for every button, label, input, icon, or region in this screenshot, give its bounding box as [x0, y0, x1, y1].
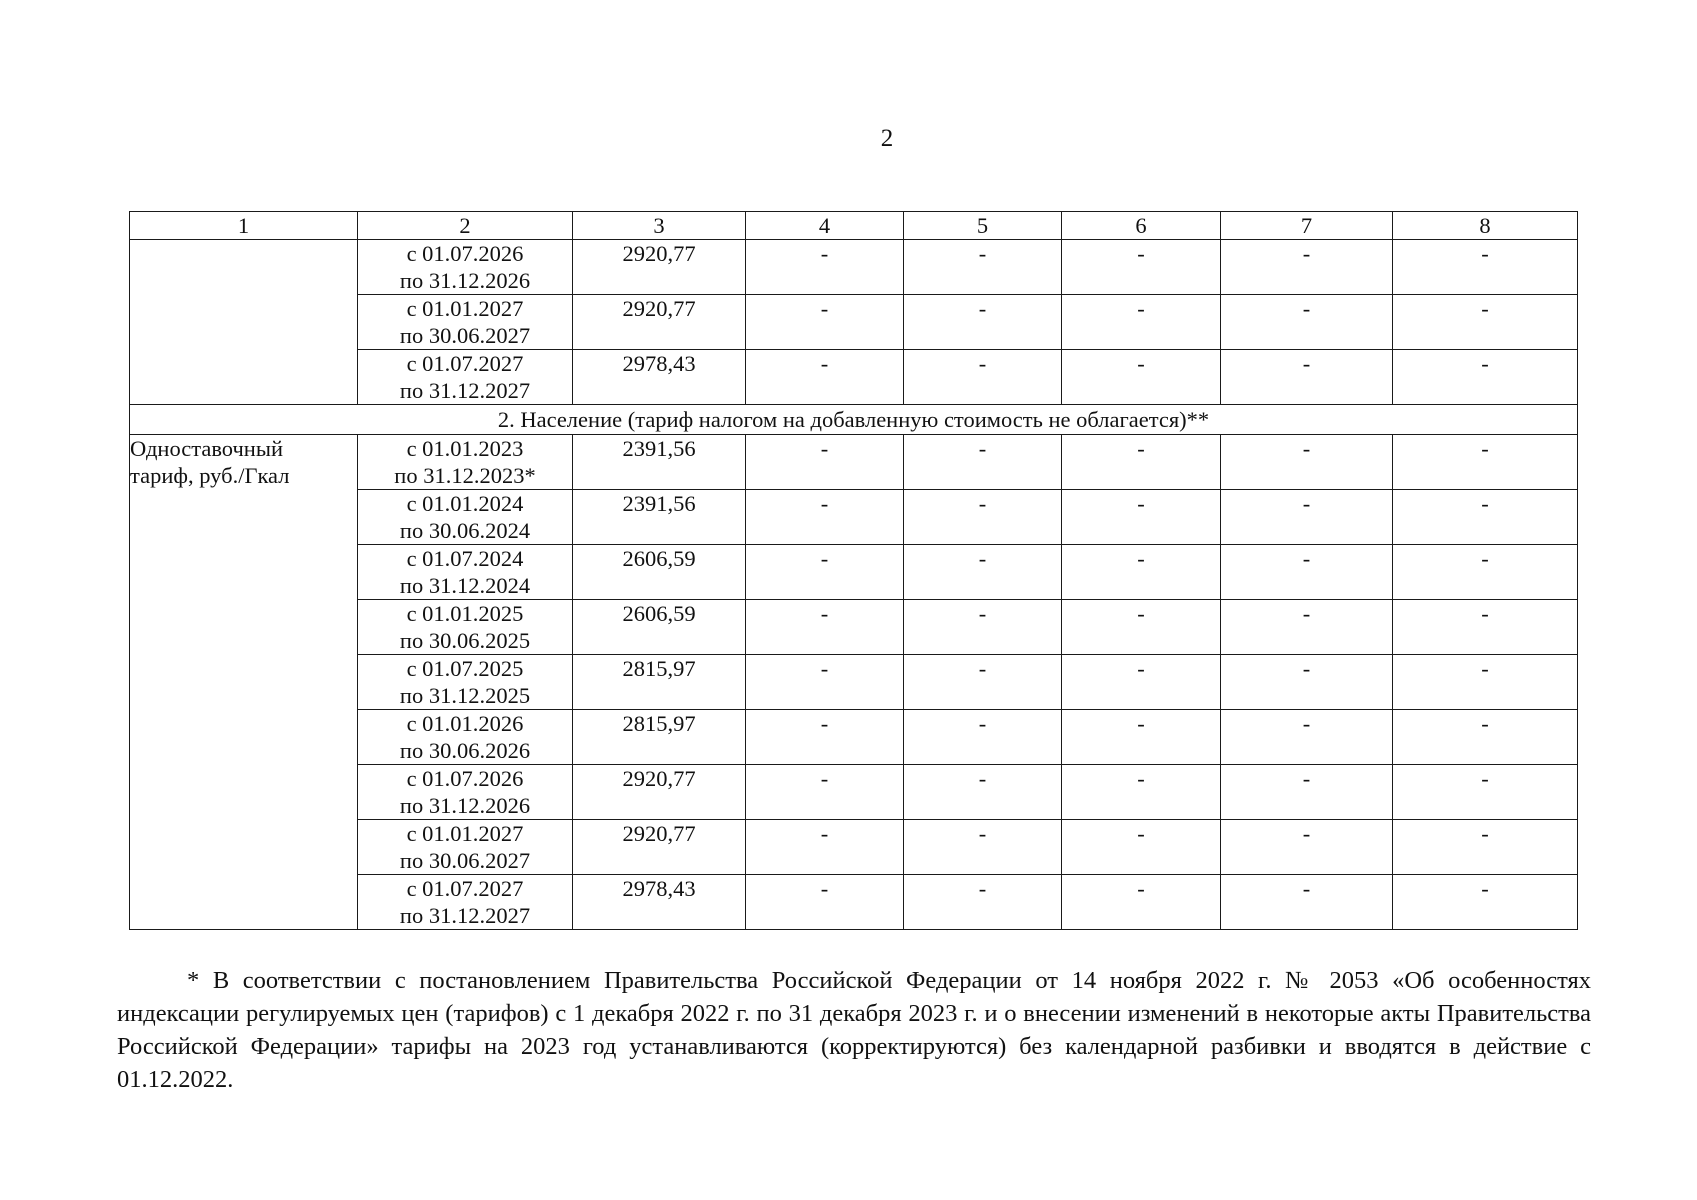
period-cell: [358, 710, 573, 765]
period-to: по 31.12.2027: [399, 378, 531, 403]
tariff-table: [129, 211, 1578, 930]
category-label-line: Одноставочный: [130, 436, 283, 461]
empty-value-cell: -: [1221, 655, 1393, 710]
column-number-row: [130, 212, 1578, 240]
tariff-value-cell: 2815,97: [573, 710, 746, 765]
period-to: по 30.06.2024: [399, 518, 531, 543]
section-row: [130, 405, 1578, 435]
category-cell: [130, 435, 358, 930]
period-to: по 31.12.2026: [399, 793, 531, 818]
empty-value-cell: -: [1221, 765, 1393, 820]
period-from: с 01.01.2025: [406, 601, 524, 626]
period-to: по 31.12.2026: [399, 268, 531, 293]
empty-value-cell: -: [1221, 710, 1393, 765]
page-number: 2: [880, 125, 894, 152]
empty-value-cell: -: [746, 710, 904, 765]
empty-value-cell: -: [1221, 240, 1393, 295]
empty-value-cell: -: [1062, 875, 1221, 930]
empty-value-cell: -: [1221, 350, 1393, 405]
period-from: с 01.07.2026: [406, 766, 524, 791]
empty-value-cell: -: [1393, 600, 1578, 655]
column-number-cell: 8: [1393, 212, 1578, 240]
empty-value-cell: -: [904, 240, 1062, 295]
empty-value-cell: -: [746, 820, 904, 875]
empty-value-cell: -: [1062, 655, 1221, 710]
empty-value-cell: -: [746, 655, 904, 710]
column-number-cell: 1: [130, 212, 358, 240]
empty-value-cell: -: [904, 545, 1062, 600]
empty-value-cell: -: [1062, 600, 1221, 655]
empty-value-cell: -: [1393, 350, 1578, 405]
tariff-value-cell: 2391,56: [573, 490, 746, 545]
tariff-value-cell: 2606,59: [573, 545, 746, 600]
table-row: [130, 435, 1578, 490]
empty-value-cell: -: [1221, 545, 1393, 600]
section-title: 2. Население (тариф налогом на добавленную стоимость не облагается)**: [130, 405, 1578, 435]
empty-value-cell: -: [746, 765, 904, 820]
empty-value-cell: -: [904, 435, 1062, 490]
empty-value-cell: -: [746, 350, 904, 405]
period-cell: [358, 295, 573, 350]
empty-value-cell: -: [746, 295, 904, 350]
empty-value-cell: -: [904, 655, 1062, 710]
period-from: с 01.07.2027: [406, 876, 524, 901]
empty-value-cell: -: [1221, 435, 1393, 490]
period-cell: [358, 655, 573, 710]
period-cell: [358, 435, 573, 490]
empty-value-cell: -: [1221, 490, 1393, 545]
empty-value-cell: -: [904, 765, 1062, 820]
tariff-value-cell: 2920,77: [573, 765, 746, 820]
empty-value-cell: -: [904, 820, 1062, 875]
footnote-text: * В соответствии с постановлением Правительства Российской Федерации от 14 ноября 2022 г. № 2053 «Об особенностях индексации регулируемых цен (тарифов) с 1 декабря 2022 г. по 31 декабря 2023 г. и о внесении изменений в некоторые акты Правительства Российской Федерации» тарифы на 2023 год устанавливаются (корректируются) без календарной разбивки и вводятся в действие с 01.12.2022.: [117, 967, 1591, 1093]
column-number-cell: 6: [1062, 212, 1221, 240]
tariff-value-cell: 2391,56: [573, 435, 746, 490]
period-cell: [358, 875, 573, 930]
period-cell: [358, 350, 573, 405]
empty-value-cell: -: [1393, 655, 1578, 710]
tariff-value-cell: 2815,97: [573, 655, 746, 710]
empty-value-cell: -: [1393, 875, 1578, 930]
empty-value-cell: -: [1062, 435, 1221, 490]
empty-value-cell: -: [746, 240, 904, 295]
period-to: по 31.12.2023*: [394, 463, 536, 488]
period-cell: [358, 765, 573, 820]
category-cell-continued: [130, 240, 358, 405]
empty-value-cell: -: [1221, 875, 1393, 930]
period-to: по 31.12.2027: [399, 903, 531, 928]
period-from: с 01.01.2027: [406, 821, 524, 846]
empty-value-cell: -: [1062, 545, 1221, 600]
category-label-line: тариф, руб./Гкал: [130, 463, 290, 488]
empty-value-cell: -: [1221, 600, 1393, 655]
period-from: с 01.01.2023: [406, 436, 524, 461]
period-to: по 31.12.2025: [399, 683, 531, 708]
empty-value-cell: -: [1062, 710, 1221, 765]
empty-value-cell: -: [1393, 490, 1578, 545]
empty-value-cell: -: [904, 350, 1062, 405]
empty-value-cell: -: [1393, 545, 1578, 600]
empty-value-cell: -: [904, 600, 1062, 655]
tariff-value-cell: 2920,77: [573, 295, 746, 350]
period-cell: [358, 545, 573, 600]
column-number-cell: 7: [1221, 212, 1393, 240]
empty-value-cell: -: [1062, 240, 1221, 295]
period-cell: [358, 600, 573, 655]
period-to: по 30.06.2027: [399, 323, 531, 348]
empty-value-cell: -: [904, 295, 1062, 350]
empty-value-cell: -: [904, 710, 1062, 765]
period-from: с 01.01.2026: [406, 711, 524, 736]
tariff-value-cell: 2920,77: [573, 820, 746, 875]
empty-value-cell: -: [746, 490, 904, 545]
tariff-value-cell: 2978,43: [573, 350, 746, 405]
table-row: [130, 240, 1578, 295]
period-cell: [358, 240, 573, 295]
column-number-cell: 4: [746, 212, 904, 240]
period-cell: [358, 490, 573, 545]
empty-value-cell: -: [746, 875, 904, 930]
empty-value-cell: -: [746, 600, 904, 655]
period-to: по 30.06.2026: [399, 738, 531, 763]
empty-value-cell: -: [1221, 820, 1393, 875]
period-to: по 30.06.2027: [399, 848, 531, 873]
footnote: [117, 964, 1591, 1096]
empty-value-cell: -: [1062, 820, 1221, 875]
period-from: с 01.07.2025: [406, 656, 524, 681]
empty-value-cell: -: [1393, 295, 1578, 350]
empty-value-cell: -: [1062, 295, 1221, 350]
empty-value-cell: -: [904, 490, 1062, 545]
period-to: по 31.12.2024: [399, 573, 531, 598]
column-number-cell: 2: [358, 212, 573, 240]
empty-value-cell: -: [746, 435, 904, 490]
column-number-cell: 5: [904, 212, 1062, 240]
period-cell: [358, 820, 573, 875]
empty-value-cell: -: [1393, 820, 1578, 875]
empty-value-cell: -: [904, 875, 1062, 930]
empty-value-cell: -: [1062, 350, 1221, 405]
empty-value-cell: -: [1393, 435, 1578, 490]
empty-value-cell: -: [1062, 490, 1221, 545]
empty-value-cell: -: [1062, 765, 1221, 820]
empty-value-cell: -: [1221, 295, 1393, 350]
tariff-value-cell: 2978,43: [573, 875, 746, 930]
empty-value-cell: -: [746, 545, 904, 600]
period-from: с 01.07.2024: [406, 546, 524, 571]
period-from: с 01.07.2027: [406, 351, 524, 376]
empty-value-cell: -: [1393, 240, 1578, 295]
tariff-value-cell: 2920,77: [573, 240, 746, 295]
period-from: с 01.01.2024: [406, 491, 524, 516]
period-from: с 01.07.2026: [406, 241, 524, 266]
empty-value-cell: -: [1393, 710, 1578, 765]
period-from: с 01.01.2027: [406, 296, 524, 321]
empty-value-cell: -: [1393, 765, 1578, 820]
period-to: по 30.06.2025: [399, 628, 531, 653]
tariff-value-cell: 2606,59: [573, 600, 746, 655]
column-number-cell: 3: [573, 212, 746, 240]
